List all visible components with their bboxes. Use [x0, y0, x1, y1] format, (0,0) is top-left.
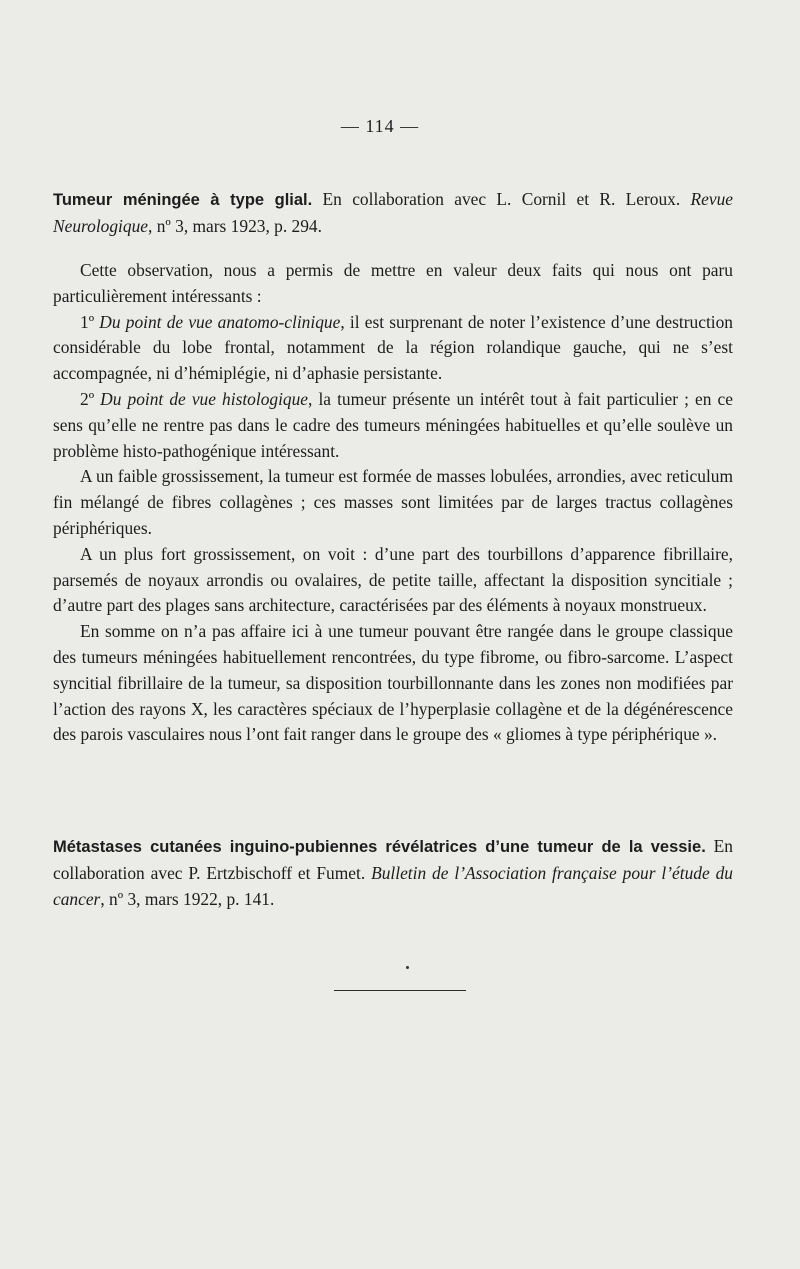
page-number: — 114 —: [340, 116, 420, 136]
entry-collaboration: En collaboration avec P. Ertzbischoff et Fumet.: [53, 836, 733, 883]
entry-title: Métastases cutanées inguino-pubiennes révélatrices d’une tumeur de la vessie.: [53, 838, 706, 856]
italic-heading: Du point de vue anatomo-clinique: [99, 311, 341, 332]
entry-title: Tumeur méningée à type glial.: [53, 191, 313, 209]
entry-journal: Revue Neurologique: [53, 189, 733, 236]
bibliography-entry-2: [53, 833, 733, 912]
paragraph: [53, 310, 733, 387]
abstract-body: [53, 258, 733, 748]
list-number: 1º: [80, 311, 100, 332]
entry-reference: , nº 3, mars 1923, p. 294.: [148, 216, 322, 236]
entry-journal: Bulletin de l’Association française pour l’étude du cancer: [53, 863, 733, 909]
list-number: 2º: [80, 388, 101, 409]
paragraph: A un faible grossissement, la tumeur est formée de masses lobulées, arrondies, avec reticulum fin mélangé de fibres collagènes ; ces masses sont limitées par de larges tractus collagènes périphériques.: [53, 466, 733, 538]
bibliography-entry-1: [53, 186, 733, 239]
italic-heading: Du point de vue histologique: [100, 388, 309, 409]
paragraph: [53, 387, 733, 464]
paragraph: Cette observation, nous a permis de mettre en valeur deux faits qui nous ont paru particulièrement intéressants :: [53, 260, 733, 306]
section-divider: [334, 990, 466, 991]
ink-dot: [406, 966, 409, 969]
paragraph-text: , la tumeur présente un intérêt tout à fait particulier ; en ce sens qu’elle ne rentre pas dans le cadre des tumeurs méningées habituelles et qu’elle soulève un problème histo-pathogénique intéressant.: [53, 388, 733, 461]
paragraph: A un plus fort grossissement, on voit : d’une part des tourbillons d’apparence fibrillaire, parsemés de noyaux arrondis ou ovalaires, de petite taille, affectant la disposition syncitiale ; d’autre part des plages sans architecture, caractérisées par des éléments à noyaux monstrueux.: [53, 543, 733, 616]
paragraph-text: , il est surprenant de noter l’existence d’une destruction considérable du lobe frontal, notamment de la région rolandique gauche, qui ne s’est accompagnée, ni d’hémiplégie, ni d’aphasie persistante.: [53, 311, 733, 384]
paragraph: En somme on n’a pas affaire ici à une tumeur pouvant être rangée dans le groupe classique des tumeurs méningées habituellement rencontrées, du type fibrome, ou fibro-sarcome. L’aspect syncitial fibrillaire de la tumeur, sa disposition tourbillonnante dans les zones non modifiées par l’action des rayons X, les caractères spéciaux de l’hyperplasie collagène et de la dégénérescence des parois vasculaires nous l’ont fait ranger dans le groupe des « gliomes à type périphérique ».: [53, 621, 733, 745]
entry-reference: , nº 3, mars 1922, p. 141.: [100, 889, 275, 909]
entry-collaboration: En collaboration avec L. Cornil et R. Leroux.: [312, 189, 691, 209]
